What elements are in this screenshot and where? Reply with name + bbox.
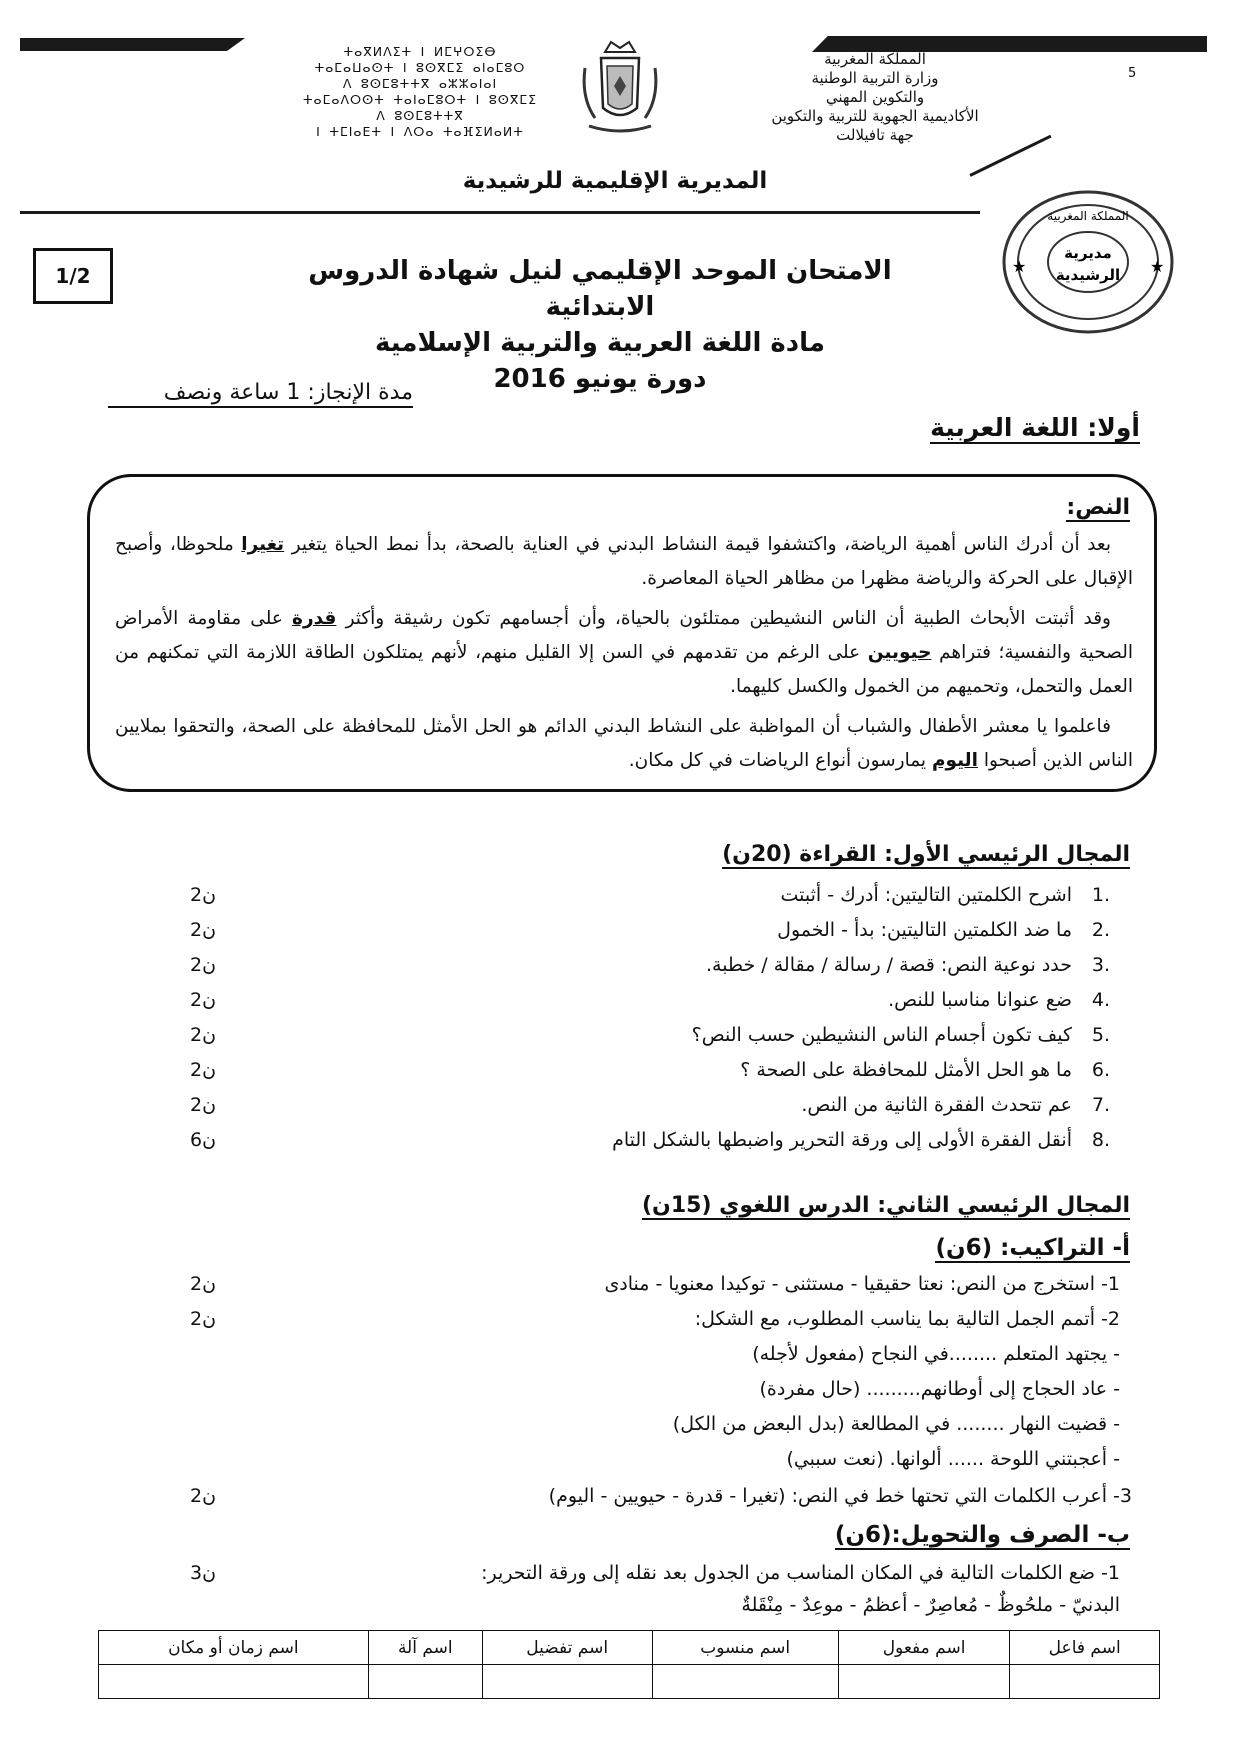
table-header: اسم زمان أو مكان (99, 1631, 369, 1665)
syntax-question-1: 1- استخرج من النص: نعتا حقيقيا - مستثنى - توكيدا معنويا - منادى (604, 1273, 1120, 1295)
question-text: ما ضد الكلمتين التاليتين: بدأ - الخمول (777, 919, 1072, 941)
tifinagh-line: ⵜⴰⵎⴰⴷⵔⵙⵜ ⵜⴰⵏⴰⵎⵓⵔⵜ ⵏ ⵓⵙⴳⵎⵉ (302, 92, 538, 107)
language-heading (560, 1193, 1130, 1218)
question-points: 2ن (190, 1094, 217, 1116)
stamp-text: المملكة المغربية (1047, 209, 1129, 223)
header-rule-left (20, 38, 245, 51)
table-row (99, 1665, 1160, 1699)
reading-question (210, 948, 1110, 983)
table-row (99, 1631, 1160, 1665)
question-text: كيف تكون أجسام الناس النشيطين حسب النص؟ (691, 1024, 1072, 1046)
stamp-star-icon: ★ (1150, 257, 1165, 276)
completion-item: - يجتهد المتعلم ........في النجاح (مفعول لأجله) (752, 1343, 1120, 1365)
passage-label (1030, 495, 1130, 520)
tifinagh-line: ⴷ ⵓⵙⵎⵓⵜⵜⴳ (376, 108, 464, 123)
reading-question (210, 1018, 1110, 1053)
completion-item: - قضيت النهار ........ في المطالعة (بدل البعض من الكل) (672, 1413, 1120, 1435)
ministry-line: المملكة المغربية (824, 50, 926, 68)
syntax-heading-text: أ- التراكيب: (6ن) (935, 1235, 1130, 1261)
underlined-word: تغيرا (241, 534, 285, 555)
exam-duration: مدة الإنجاز: 1 ساعة ونصف (108, 380, 413, 408)
table-header: اسم فاعل (1010, 1631, 1160, 1665)
morphology-table (98, 1630, 1160, 1699)
ministry-line: الأكاديمية الجهوية للتربية والتكوين (771, 107, 979, 125)
passage-text: على مقاومة الأمراض الصحية والنفسية؛ فتراهم (115, 608, 1133, 663)
reading-question (210, 1088, 1110, 1123)
reading-question (210, 913, 1110, 948)
passage-paragraph-3 (115, 710, 1133, 778)
tifinagh-header (290, 44, 550, 140)
stamp-text: الرشيدية (1055, 266, 1121, 284)
question-text: أنقل الفقرة الأولى إلى ورقة التحرير واضبطها بالشكل التام (612, 1129, 1072, 1151)
stamp-text: مديرية (1064, 244, 1112, 262)
question-text: ما هو الحل الأمثل للمحافظة على الصحة ؟ (740, 1059, 1072, 1081)
question-points: 2ن (190, 1485, 217, 1507)
passage-label-text: النص: (1066, 495, 1130, 520)
question-text: عم تتحدث الفقرة الثانية من النص. (801, 1094, 1072, 1116)
morphology-heading-text: ب- الصرف والتحويل:(6ن) (834, 1522, 1130, 1548)
reading-heading (560, 842, 1130, 867)
table-header: اسم مفعول (838, 1631, 1010, 1665)
question-number: .7 (1091, 1094, 1110, 1116)
exam-title-line: الامتحان الموحد الإقليمي لنيل شهادة الدروس الابتدائية (308, 256, 892, 322)
reading-question (210, 878, 1110, 913)
section-heading-text: أولا: اللغة العربية (930, 413, 1140, 442)
table-cell (1010, 1665, 1160, 1699)
tifinagh-line: ⵜⴰⴳⵍⴷⵉⵜ ⵏ ⵍⵎⵖⵔⵉⴱ (343, 44, 497, 59)
question-text: حدد نوعية النص: قصة / رسالة / مقالة / خطبة. (705, 954, 1072, 976)
tifinagh-line: ⵏ ⵜⵎⵏⴰⴹⵜ ⵏ ⴷⵔⴰ ⵜⴰⴼⵉⵍⴰⵍⵜ (316, 124, 524, 139)
table-cell (482, 1665, 652, 1699)
question-points: 2ن (190, 1308, 217, 1330)
passage-text: يمارسون أنواع الرياضات في كل مكان. (628, 750, 927, 771)
question-points: 2ن (190, 1273, 217, 1295)
question-number: .3 (1091, 954, 1110, 976)
question-points: 2ن (190, 884, 217, 906)
exam-title (260, 253, 940, 397)
royal-emblem-icon (575, 38, 665, 138)
table-cell (838, 1665, 1010, 1699)
question-number: .8 (1091, 1129, 1110, 1151)
passage-text: ملحوظا، وأصبح الإقبال على الحركة والرياضة مظهرا من مظاهر الحياة المعاصرة. (115, 534, 1133, 589)
completion-item: - أعجبتني اللوحة ...... ألوانها. (نعت سببي) (786, 1448, 1120, 1470)
exam-session: دورة يونيو 2016 (493, 364, 707, 394)
question-number: .1 (1091, 884, 1110, 906)
passage-text: وقد أثبتت الأبحاث الطبية أن الناس النشيطين ممتلئون بالحياة، وأن أجسامهم تكون رشيقة وأكثر (345, 608, 1111, 629)
ministry-line: جهة تافيلالت (836, 126, 914, 144)
table-header: اسم آلة (368, 1631, 482, 1665)
table-header: اسم منسوب (652, 1631, 838, 1665)
question-points: 2ن (190, 919, 217, 941)
table-cell (652, 1665, 838, 1699)
official-stamp-icon (1000, 188, 1175, 336)
question-text: اشرح الكلمتين التاليتين: أدرك - أثبتت (780, 884, 1072, 906)
underlined-word: اليوم (931, 750, 978, 771)
question-number: .2 (1091, 919, 1110, 941)
question-points: 2ن (190, 989, 217, 1011)
passage-paragraph-1 (115, 528, 1133, 596)
reading-question (210, 1053, 1110, 1088)
ministry-line: والتكوين المهني (825, 88, 925, 106)
reading-question (210, 983, 1110, 1018)
section-heading (840, 413, 1140, 442)
passage-text: على الرغم من تقدمهم في السن إلا القليل منهم، لأنهم يمتلكون الطاقة اللازمة التي تمكنهم من العمل والتحمل، وتحميهم من الخمول والكسل كليهما. (115, 642, 1133, 697)
passage-paragraph-2 (115, 602, 1133, 704)
syntax-question-2: 2- أتمم الجمل التالية بما يناسب المطلوب، مع الشكل: (694, 1308, 1120, 1330)
ministry-header (715, 50, 1035, 145)
question-points: 2ن (190, 954, 217, 976)
completion-item: - عاد الحجاج إلى أوطانهم......... (حال مفردة) (759, 1378, 1120, 1400)
question-points: 3ن (190, 1562, 217, 1584)
table-header: اسم تفضيل (482, 1631, 652, 1665)
exam-title-line: مادة اللغة العربية والتربية الإسلامية (375, 328, 825, 358)
syntax-heading (800, 1235, 1130, 1261)
underlined-word: حيويين (867, 642, 932, 663)
table-cell (99, 1665, 369, 1699)
passage-text: بعد أن أدرك الناس أهمية الرياضة، واكتشفوا قيمة النشاط البدني في العناية بالصحة، بدأ نمط الحياة يتغير (291, 534, 1111, 555)
question-points: 6ن (190, 1129, 217, 1151)
question-points: 2ن (190, 1024, 217, 1046)
underlined-word: قدرة (292, 608, 337, 629)
morphology-heading (800, 1522, 1130, 1548)
ministry-line: وزارة التربية الوطنية (811, 69, 939, 87)
page-number-box: 1/2 (33, 248, 113, 304)
table-cell (368, 1665, 482, 1699)
tifinagh-line: ⴷ ⵓⵙⵎⵓⵜⵜⴳ ⴰⵣⵣⴰⵏⴰⵏ (342, 76, 498, 91)
question-number: .4 (1091, 989, 1110, 1011)
passage-text: فاعلموا يا معشر الأطفال والشباب أن المواظبة على النشاط البدني الدائم هو الحل الأمثل للمحافظة على الصحة، والتحقوا بملايين الناس الذين أصبحوا (115, 716, 1133, 771)
morphology-question-1: 1- ضع الكلمات التالية في المكان المناسب من الجدول بعد نقله إلى ورقة التحرير: (481, 1562, 1120, 1584)
tifinagh-line: ⵜⴰⵎⴰⵡⴰⵙⵜ ⵏ ⵓⵙⴳⵎⵉ ⴰⵏⴰⵎⵓⵔ (314, 60, 526, 75)
question-number: .6 (1091, 1059, 1110, 1081)
morphology-words: البدنيّ - ملحُوظٌ - مُعاصِرٌ - أعظمُ - موعِدٌ - مِنْقَلةٌ (741, 1594, 1120, 1616)
question-number: .5 (1091, 1024, 1110, 1046)
syntax-question-3: 3- أعرب الكلمات التي تحتها خط في النص: (تغيرا - قدرة - حيويين - اليوم) (548, 1485, 1132, 1507)
language-heading-text: المجال الرئيسي الثاني: الدرس اللغوي (15ن) (642, 1193, 1130, 1218)
page-marker: 5 (1128, 66, 1137, 81)
directorate-title: المديرية الإقليمية للرشيدية (462, 168, 768, 194)
question-points: 2ن (190, 1059, 217, 1081)
question-text: ضع عنوانا مناسبا للنص. (888, 989, 1072, 1011)
reading-question (210, 1123, 1110, 1158)
header-divider (20, 211, 980, 214)
stamp-star-icon: ★ (1012, 257, 1027, 276)
reading-heading-text: المجال الرئيسي الأول: القراءة (20ن) (722, 842, 1130, 867)
